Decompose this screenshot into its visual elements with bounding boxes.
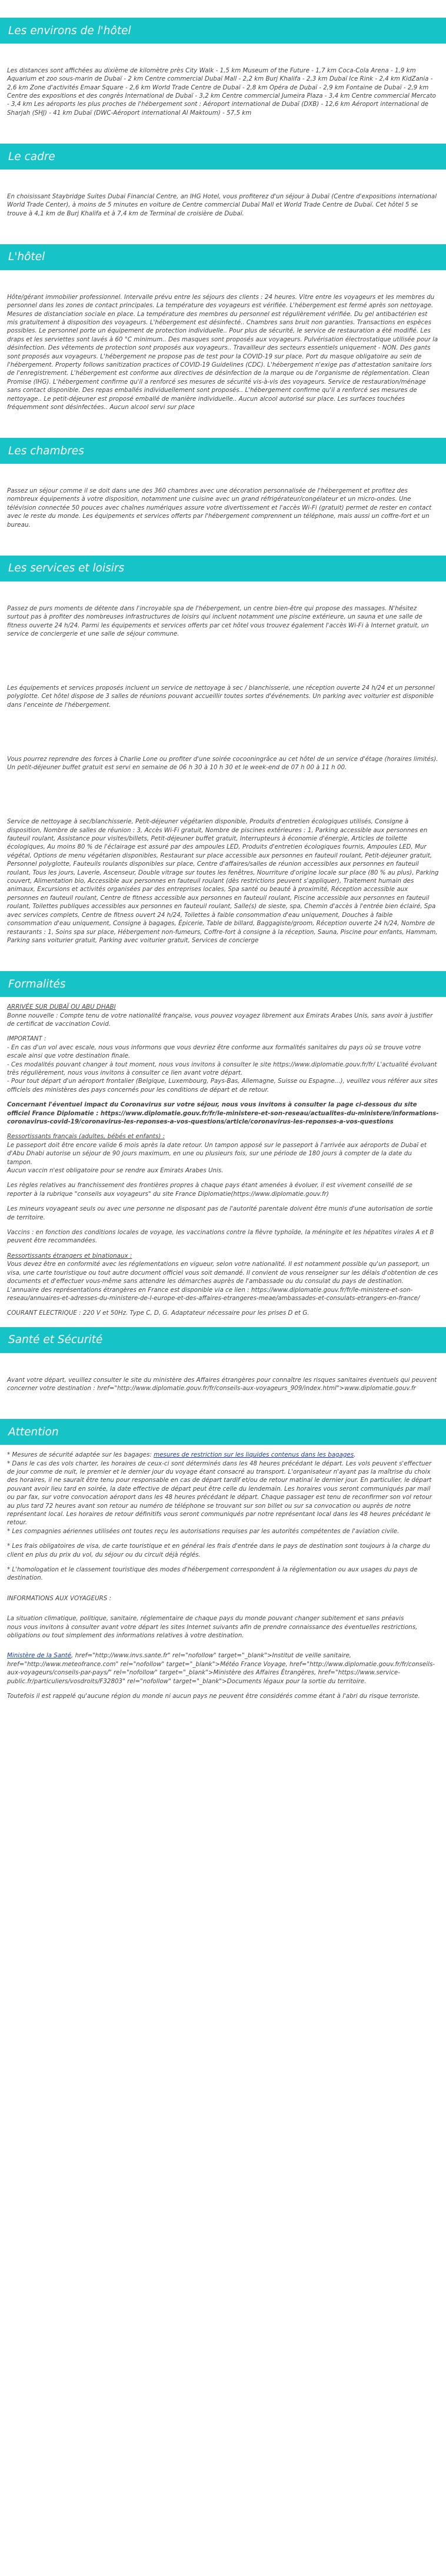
paragraph: IMPORTANT : — [7, 1035, 46, 1043]
paragraph: * Les frais obligatoires de visa, de carte touristique et en général les frais d'entrée dans le pays de destination sont toujours à la charge du client en plus du prix du vol, du séjour ou du circuit déjà réglés. — [7, 1543, 432, 1558]
subheading: ARRIVÉE SUR DUBAÏ OU ABU DHABI — [7, 1003, 116, 1011]
section-environs — [0, 18, 446, 144]
section-hotel — [0, 244, 446, 438]
paragraph: Les règles relatives au franchissement des frontières propres à chaque pays étant amenées à évoluer, il est vivement conseillé de se reporter à la rubrique "conseils aux voyageurs" du site France Diplomatie(https://www.diplomatie.gouv.fr) — [7, 1182, 415, 1198]
section-chambres — [0, 438, 446, 556]
link-suffix: . — [354, 1451, 356, 1459]
bold-notice: Concernant l'éventuel impact du Coronavirus sur votre séjour, nous vous invitons à consulter la page ci-dessous du site officiel France Diplomatie : https://www.diplomatie.gouv.fr/fr/le-ministere-et-son-reseau/actualites-du-ministere/informations-coronavirus-covid-19/coronavirus-les-reponses-a-vos-questions/article/coronavirus-les-reponses-a-vos-questions — [7, 1101, 439, 1125]
services-paragraph: Les équipements et services proposés incluent un service de nettoyage à sec / blanchisserie, une réception ouverte 24 h/24 et un personnel polyglotte. Cet hôtel dispose de 3 salles de réunions pouvant accueillir toutes sortes d'événements. Un parking avec voiturier est disponible dans l'enceinte de l'hébergement. — [7, 684, 437, 709]
paragraph: nous vous invitons à consulter avant votre départ les sites Internet suivants afin de prendre connaissance des éventuelles restrictions, obligations ou tout simplement des informations relatives à votre destination. — [7, 1623, 420, 1640]
spacer — [7, 1302, 439, 1309]
spacer — [7, 1559, 439, 1565]
text-with-link — [7, 1651, 439, 1686]
link-suffix: , href="http://www.invs.sante.fr" rel="nofollow" target="_blank">Institut de veille sanitaire, href="http://www.meteofrance.com" rel="nofollow" target="_blank">Météo France Voyage, href="http://www.diplomatie.gouv.fr/fr/conseils-aux-voyageurs/conseils-par-pays/" rel="nofollow" target="_blank">Ministère des Affaires Étrangères, href="https://www.service-public.fr/particuliers/vosdroits/F32803" rel="nofollow" target="_blank">Documents légaux pour la sortie du territoire. — [7, 1652, 435, 1685]
section-body — [0, 997, 446, 1318]
section-formalites — [0, 971, 446, 1327]
section-body — [0, 270, 446, 428]
paragraph: * Dans le cas des vols charter, les horaires de ceux-ci sont déterminés dans les 48 heures précédant le départ. Les vols peuvent s'effectuer de jour comme de nuit, le premier et le dernier jour du voyage étant consacré au transport. L'organisateur n'ayant pas la maîtrise du choix des horaires, il ne saurait être tenu pour responsable en cas de départ tardif et/ou de retour matinal le dernier jour. En particulier, le départ pouvant avoir lieu tard en soirée, la date effective de départ peut être celle du lendemain. Les horaires vous seront communiqués par mail ou par fax, sur votre convocation aéroport dans les 48 heures précédant le départ. Chaque passager est tenu de reconfirmer son vol retour au plus tard 72 heures avant son retour au numéro de téléphone se trouvant sur son billet ou sur sa convocation ou auprès de notre représentant local. Les horaires de retour définitifs vous seront communiqués par notre représentant local dans les 48 heures précédant le retour. — [7, 1460, 434, 1527]
link-prefix: * Mesures de sécurité adaptée sur les bagages: — [7, 1451, 154, 1459]
paragraph: - Ces modalités pouvant changer à tout moment, nous vous invitons à consulter le site https://www.diplomatie.gouv.fr/fr/ L'actualité évoluant très régulièrement, nous vous invitons à consulter ce lien avant votre départ. — [7, 1061, 439, 1076]
spacer — [7, 1535, 439, 1542]
spacer — [7, 1603, 439, 1614]
cadre-text: En choisissant Staybridge Suites Dubai Financial Centre, an IHG Hotel, vous profiterez d'un séjour à Dubaï (Centre d'expositions international World Trade Center), à moins de 5 minutes en voiture de Centre commercial Dubaï Mall et World Trade Centre de Dubaï. Cet hôtel 5 se trouve à 4,1 km de Burj Khalifa et à 7,4 km de Terminal de croisière de Dubaï. — [7, 192, 439, 217]
inline-link[interactable]: mesures de restriction sur les liquides contenus dans les bagages — [154, 1451, 354, 1459]
paragraph: - En cas d'un vol avec escale, nous vous informons que vous devriez être conforme aux formalités sanitaires du pays où se trouve votre escale ainsi que votre destination finale. — [7, 1043, 423, 1060]
section-body — [0, 1445, 446, 1700]
paragraph: Toutefois il est rappelé qu'aucune région du monde ni aucun pays ne peuvent être considérés comme étant à l'abri du risque terroriste. — [7, 1693, 420, 1700]
sante-text: Avant votre départ, veuillez consulter le site du ministère des Affaires étrangères pour connaître les risques sanitaires éventuels qui peuvent concerner votre destination : href="http://www.diplomatie.gouv.fr/fr/conseils-aux-voyageurs_909/index.html">www.diplomatie.gouv.fr — [7, 1376, 439, 1392]
spacer — [7, 1198, 439, 1205]
paragraph: L'annuaire des représentations étrangères en France est disponible via ce lien : https://www.diplomatie.gouv.fr/fr/le-ministere-et-son-reseau/annuaires-et-adresses-du-ministere-de-l-europe-et-des-affaires-etrangeres-meae/ambassades-et-consulats-etrangers-en-france/ — [7, 1286, 420, 1302]
section-body — [0, 44, 446, 134]
section-title: Les chambres — [0, 438, 446, 464]
paragraph: Vaccins : en fonction des conditions locales de voyage, les vaccinations contre la fièvre typhoïde, la méningite et les hépatites virales A et B peuvent être recommandées. — [7, 1229, 436, 1245]
section-title: Les environs de l'hôtel — [0, 18, 446, 44]
hotel-text: Hôte/gérant immobilier professionnel. Intervalle prévu entre les séjours des clients : 24 heures. Vitre entre les voyageurs et les membres du personnel dans les zones de contact principales. La température des voyageurs est vérifiée. L'hébergement est fermé après son nettoyage. Mesures de distanciation sociale en place. La température des membres du personnel est régulièrement vérifiée. Du gel antibactérien est mis gratuitement à disposition des voyageurs. L'hébergement est désinfecté.. Chambres sans bruit non garanties. Transactions en espèces possibles. Le personnel porte un équipement de protection individuelle.. Pour plus de sécurité, le service de restauration a été modifié. Les draps et les serviettes sont lavés à 60 °C minimum.. Des masques sont proposés aux voyageurs. Pulvérisation électrostatique utilisée pour la désinfection. Des vêtements de protection sont proposés aux voyageurs.. Travailleur des secteurs essentiels uniquement - NON. Des gants sont proposés aux voyageurs. L'hébergement ne propose pas de test pour la COVID-19 sur place. Port du masque obligatoire au sein de l'hébergement. Property follows sanitization practices of COVID-19 Guidelines (CDC). L'hébergement n'exige pas d'attestation sanitaire lors de l'enregistrement. L'hébergement est conforme aux directives de désinfection de la marque ou de l'organisme de réglementation. Clean Promise (IHG). L'hébergement confirme qu'il a renforcé ses mesures de sécurité vis-à-vis des voyageurs. Service de restauration/ménage sans contact disponible. Des repas emballés individuellement sont proposés.. L'hébergement confirme qu'il a renforcé ses mesures de nettoyage.. Le petit-déjeuner est proposé emballé de manière individuelle.. Aucun alcool autorisé sur place. Les surfaces touchées fréquemment sont désinfectées.. Aucun alcool servi sur place — [7, 293, 440, 411]
section-body — [0, 464, 446, 546]
paragraph: * L'homologation et le classement touristique des modes d'hébergement correspondent à la réglementation ou aux usages du pays de destination. — [7, 1566, 420, 1582]
section-body — [0, 1353, 446, 1410]
environs-text: Les distances sont affichées au dixième de kilomètre près City Walk - 1,5 km Museum of the Future - 1,7 km Coca-Cola Arena - 1,9 km Aquarium et zoo sous-marin de Dubaï - 2 km Centre commercial Dubaï Mall - 2,2 km Burj Khalifa - 2,3 km Dubaï Ice Rink - 2,4 km KidZania - 2,6 km Zone d'activités Emaar Square - 2,6 km World Trade Centre de Dubaï - 2,8 km Opéra de Dubaï - 2,9 km Fontaine de Dubaï - 2,9 km Centre des expositions et des congrès International de Dubaï - 3,2 km Centre commercial Jumeira Plaza - 3,4 km Centre commercial Mercato - 3,4 km Les aéroports les plus proches de l'hébergement sont : Aéroport international de Dubaï (DXB) - 12,6 km Aéroport international de Sharjah (SHJ) - 41 km Dubaï (DWC-Aéroport international Al Maktoum) - 57,5 km — [7, 67, 438, 117]
spacer — [7, 1640, 439, 1651]
section-title: Le cadre — [0, 144, 446, 169]
section-title: L'hôtel — [0, 244, 446, 270]
section-sante — [0, 1327, 446, 1419]
spacer — [7, 1222, 439, 1228]
paragraph: - Pour tout départ d'un aéroport frontalier (Belgique, Luxembourg, Pays-Bas, Allemagne, Suisse ou Espagne...), veuillez vous référer aux sites officiels des ministères des pays concernés pour les conditions de départ et de retour. — [7, 1078, 440, 1093]
section-title: Les services et loisirs — [0, 556, 446, 581]
paragraph: Vous devez être en conformité avec les réglementations en vigueur, selon votre nationalité. Il est notamment possible qu'un passeport, un visa, une carte touristique ou tout autre document officiel vous soit demandé. Il convient de vous renseigner sur les délais d'obtention de ces documents et d'effectuer vous-même sans attendre les démarches auprès de l'ambassade ou du consulat du pays de destination. — [7, 1261, 440, 1285]
spacer — [7, 1583, 439, 1594]
section-attention — [0, 1419, 446, 1710]
section-cadre — [0, 144, 446, 244]
spacer — [7, 1028, 439, 1035]
spacer — [7, 1245, 439, 1252]
section-body — [0, 169, 446, 235]
services-paragraph: Passez de purs moments de détente dans l'incroyable spa de l'hébergement, un centre bien-être qui propose des massages. N'hésitez surtout pas à profiter des nombreuses infrastructures de loisirs qui incluent notamment une piscine extérieure, un sauna et une salle de fitness ouverte 24 h/24. Parmi les équipements et services offerts par cet hôtel vous trouvez également l'accès Wi-Fi à Internet gratuit, un service de conciergerie et une salle de séjour commune. — [7, 604, 431, 637]
paragraph: Aucun vaccin n'est obligatoire pour se rendre aux Emirats Arabes Unis. — [7, 1167, 224, 1175]
subheading: Ressortissants étrangers et binationaux : — [7, 1252, 132, 1259]
paragraph: Le passeport doit être encore valide 6 mois après la date retour. Un tampon apposé sur le passeport à l'arrivée aux aéroports de Dubaï et d'Abu Dhabi autorise un séjour de 90 jours maximum, en une ou plusieurs fois, sur une période de 180 jours à compter de la date du tampon. — [7, 1141, 429, 1166]
paragraph: INFORMATIONS AUX VOYAGEURS : — [7, 1594, 112, 1602]
services-paragraph: Service de nettoyage à sec/blanchisserie, Petit-déjeuner végétarien disponible, Produits d'entretien écologiques utilisés, Consigne à disposition, Nombre de salles de réunion : 3, Accès Wi-Fi gratuit, Nombre de piscines extérieures : 1, Parking accessible aux personnes en fauteuil roulant, Assistance pour visites/billets, Petit-déjeuner buffet gratuit, Interrupteurs à économie d'énergie, Articles de toilette écologiques, Au moins 80 % de l'éclairage est assuré par des ampoules LED, Produits d'entretien écologiques fournis, Ampoules LED, Mur végétal, Options de menu végétarien disponibles, Restaurant sur place accessible aux personnes en fauteuil roulant, Petit-déjeuner gratuit, Personnel polyglotte, Fauteuils roulants disponibles sur place, Centre d'affaires/salles de réunion accessibles aux personnes en fauteuil roulant, Tous les jours, Laverie, Ascenseur, Double vitrage sur toutes les fenêtres, Nourriture d'origine locale sur place (80 % au plus), Parking couvert, Alimentation bio, Accessible aux personnes en fauteuil roulant (dès restrictions peuvent s'appliquer), Traitement humain des animaux, Excursions et activités organisées par des entreprises locales, Spa santé ou beauté à proximité, Réception accessible aux personnes en fauteuil roulant, Centre de fitness accessible aux personnes en fauteuil roulant, Piscine accessible aux personnes en fauteuil roulant, Toilettes publiques accessibles aux personnes en fauteuil roulant, Salle(s) de sieste, spa, Chemin d'accès à l'entrée bien éclairé, Spa avec services complets, Centre de fitness ouvert 24 h/24, Toilettes à faible consommation d'eau uniquement, Douches à faible consommation d'eau uniquement, Consigne à bagages, Épicerie, Table de billard, Baggagiste/groom, Réception ouverte 24 h/24, Nombre de restaurants : 1, Soins spa sur place, Hébergement non-fumeurs, Coffre-fort à consigne à la réception, Sauna, Piscine pour enfants, Hammam, Parking sans voiturier gratuit, Parking avec voiturier gratuit, Services de concierge — [7, 818, 441, 944]
spacer — [7, 1686, 439, 1692]
paragraph: La situation climatique, politique, sanitaire, réglementaire de chaque pays du monde pouvant changer subitement et sans préavis — [7, 1615, 404, 1623]
section-title: Attention — [0, 1419, 446, 1445]
spacer — [7, 1175, 439, 1181]
chambres-text: Passez un séjour comme il se doit dans une des 360 chambres avec une décoration personnalisée de l'hébergement et profitez des nombreux équipements à votre disposition, notamment une cuisine avec un grand réfrigérateur/congélateur et un micro-ondes. Une télévision connectée 50 pouces avec chaînes numériques assure votre divertissement et l'accès Wi-Fi (gratuit) permet de rester en contact avec le reste du monde. Les équipements et services offerts par l'hébergement comprennent un téléphone, mais aussi un coffre-fort et un bureau. — [7, 487, 434, 529]
section-title: Santé et Sécurité — [0, 1327, 446, 1353]
inline-link[interactable]: Ministère de la Santé — [7, 1652, 72, 1660]
paragraph: COURANT ELECTRIQUE : 220 V et 50Hz. Type C, D, G. Adaptateur nécessaire pour les prises D et G. — [7, 1309, 309, 1317]
spacer — [7, 1094, 439, 1101]
section-title: Formalités — [0, 971, 446, 997]
paragraph: * Les compagnies aériennes utilisées ont toutes reçu les autorisations requises par les autorités compétentes de l'aviation civile. — [7, 1527, 400, 1535]
section-body — [0, 581, 446, 962]
services-paragraph: Vous pourrez reprendre des forces à Charlie Lone ou profiter d'une soirée cocooningrâce au cet hôtel de un service d'étage (horaires limités). Un petit-déjeuner buffet gratuit est servi en semaine de 06 h 30 à 10 h 30 et le week-end de 07 h 00 à 11 h 00. — [7, 755, 440, 772]
subheading: Ressortissants français (adultes, bébés et enfants) : — [7, 1133, 165, 1141]
paragraph: Les mineurs voyageant seuls ou avec une personne ne disposant pas de l'autorité parentale doivent être munis d'une autorisation de sortie de territoire. — [7, 1205, 435, 1221]
section-services — [0, 556, 446, 971]
text-with-link — [7, 1451, 439, 1459]
paragraph: Bonne nouvelle : Compte tenu de votre nationalité française, vous pouvez voyagez librement aux Emirats Arabes Unis, sans avoir à justifier de certificat de vaccination Covid. — [7, 1012, 435, 1028]
spacer — [7, 1126, 439, 1132]
